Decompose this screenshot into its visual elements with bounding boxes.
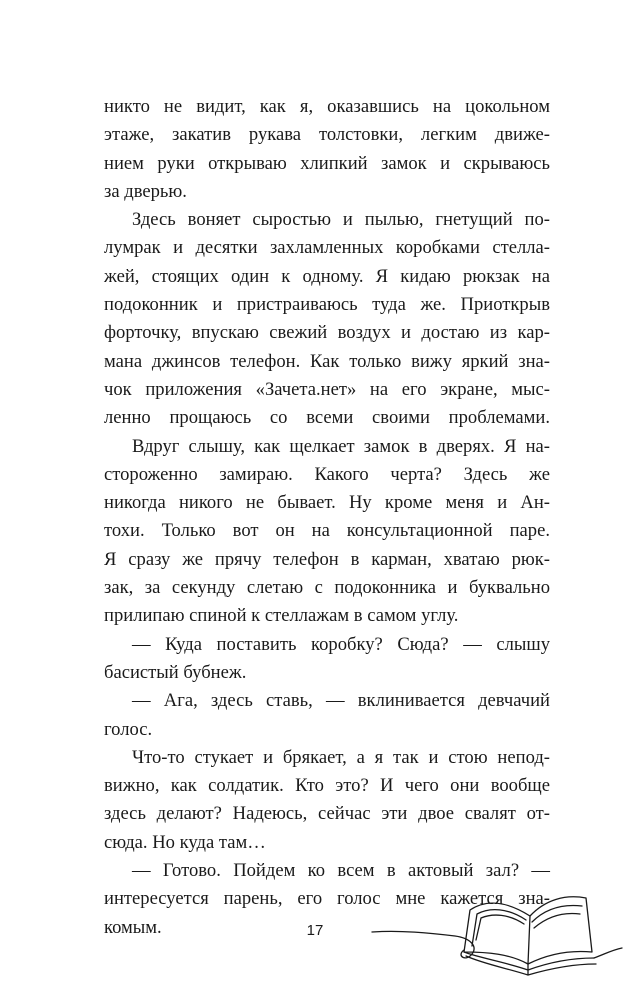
text-line: — Ага, здесь ставь, — вклинивается девчачий	[132, 690, 550, 712]
text-line: тохи. Только вот он на консультационной паре.	[104, 520, 550, 542]
text-line: голос.	[104, 718, 153, 740]
text-line: комым.	[104, 916, 162, 938]
text-line: жей, стоящих один к одному. Я кидаю рюкзак на	[104, 265, 550, 287]
text-line: лумрак и десятки захламленных коробками стелла-	[104, 237, 550, 259]
body-text	[104, 93, 550, 942]
text-line: здесь делают? Надеюсь, сейчас эти двое свалят от-	[104, 803, 550, 825]
text-line: стороженно замираю. Какого черта? Здесь же	[104, 463, 550, 485]
text-line: — Готово. Пойдем ко всем в актовый зал? —	[132, 860, 550, 882]
text-line: сюда. Но куда там…	[104, 831, 266, 853]
text-line: зак, за секунду слетаю с подоконника и буквально	[104, 577, 550, 599]
text-line: этаже, закатив рукава толстовки, легким движе-	[104, 124, 550, 146]
page-number: 17	[306, 922, 324, 939]
text-line: вижно, как солдатик. Кто это? И чего они вообще	[104, 775, 550, 797]
text-line: Я сразу же прячу телефон в карман, хватаю рюк-	[104, 548, 550, 570]
text-line: мана джинсов телефон. Как только вижу яркий зна-	[104, 350, 550, 372]
text-line: никогда никого не бывает. Ну кроме меня и Ан-	[104, 492, 550, 514]
text-line: Здесь воняет сыростью и пылью, гнетущий по-	[132, 209, 550, 231]
text-line: форточку, впускаю свежий воздух и достаю из кар-	[104, 322, 550, 344]
open-book-line-art-icon	[360, 880, 625, 990]
text-line: Что-то стукает и брякает, а я так и стою непод-	[132, 746, 550, 768]
text-line: прилипаю спиной к стеллажам в самом углу.	[104, 605, 459, 627]
text-line: ленно прощаюсь со всеми своими проблемами.	[104, 407, 550, 429]
text-line: нием руки открываю хлипкий замок и скрываюсь	[104, 152, 550, 174]
text-line: чок приложения «Зачета.нет» на его экране, мыс-	[104, 378, 550, 400]
text-line: басистый бубнеж.	[104, 661, 247, 683]
text-line: подоконник и пристраиваюсь туда же. Приоткрыв	[104, 294, 550, 316]
text-line: интересуется парень, его голос мне кажется зна-	[104, 888, 550, 910]
text-line: за дверью.	[104, 180, 187, 202]
text-line: никто не видит, как я, оказавшись на цокольном	[104, 96, 550, 117]
text-line: — Куда поставить коробку? Сюда? — слышу	[132, 633, 550, 655]
text-line: Вдруг слышу, как щелкает замок в дверях. Я на-	[132, 435, 550, 457]
